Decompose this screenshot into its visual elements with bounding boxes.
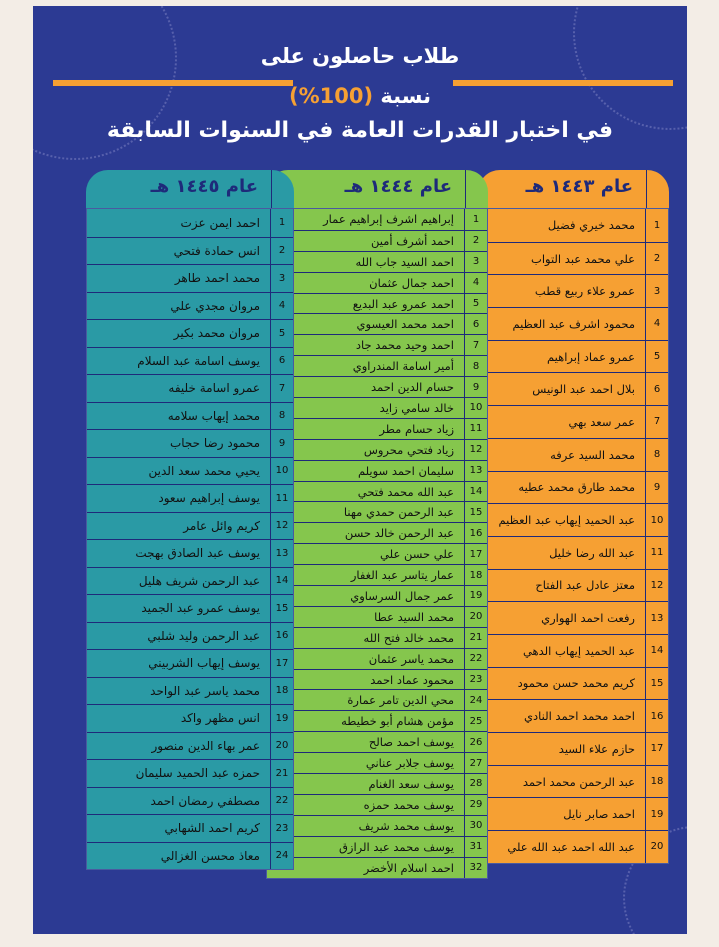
student-name: عمار يتاسر عبد الغفار [350,568,454,583]
row-number: 23 [270,815,293,842]
list-row [87,209,293,237]
list-row [267,543,487,564]
list-row [87,594,293,622]
row-number: 3 [270,265,293,292]
list-row [479,503,668,536]
row-number: 1 [270,209,293,237]
row-number: 11 [645,537,668,569]
list-row [267,731,487,752]
list-row [267,313,487,334]
row-number: 7 [464,335,487,355]
list-row [479,471,668,504]
student-name: محمد ياسر عبد الواحد [150,683,260,698]
student-name: يوسف عبد الصادق بهجت [135,546,260,561]
title-line-1: طلاب حاصلون على [260,44,460,68]
column-header [86,170,294,208]
row-number: 29 [464,795,487,815]
poster [33,6,687,934]
row-number: 8 [270,403,293,430]
student-name: زياد فتحي محروس [363,442,454,457]
student-name: كريم وائل عامر [183,518,260,533]
row-number: 4 [464,273,487,293]
row-number: 25 [464,711,487,731]
row-number: 32 [464,858,487,878]
student-name: محمود رضا حجاب [169,436,260,451]
title-line-2 [33,84,687,108]
student-name: انس مظهر واكد [180,711,260,726]
list-row [479,634,668,667]
student-name: عمرو عماد إبراهيم [547,349,635,364]
list-row [87,567,293,595]
student-name: محمد السيد عطا [374,609,454,624]
list-row [87,429,293,457]
list-row [267,710,487,731]
student-name: عبد الله احمد عبد الله علي [507,839,635,854]
student-name: محمد طارق محمد عطيه [518,480,635,495]
row-number: 1 [464,209,487,230]
ornament-top-right [573,6,687,130]
row-number: 5 [464,294,487,314]
row-number: 6 [464,314,487,334]
list-row [267,355,487,376]
student-name: احمد محمد العيسوي [356,317,454,332]
student-name: احمد ايمن عزت [180,215,260,230]
student-name: يوسف احمد صالح [368,735,454,750]
row-number: 14 [464,482,487,502]
list-row [267,669,487,690]
list-row [267,648,487,669]
list-row [87,732,293,760]
list-row [267,334,487,355]
row-number: 14 [645,635,668,667]
row-number: 10 [270,458,293,485]
list-row [479,732,668,765]
list-row [479,699,668,732]
list-row [87,814,293,842]
row-number: 9 [270,430,293,457]
row-number: 24 [270,843,293,870]
student-name: عمر جمال السرساوي [350,588,454,603]
row-number: 1 [645,209,668,242]
student-name: عمرو اسامة خليفه [168,381,260,396]
list-row [87,539,293,567]
student-name: محمد إيهاب سلامه [167,408,260,423]
row-number: 4 [270,293,293,320]
row-number: 11 [270,485,293,512]
row-number: 3 [464,252,487,272]
list-row [479,601,668,634]
header-number-cell [465,170,488,208]
row-number: 16 [464,523,487,543]
list-row [267,376,487,397]
row-number: 12 [464,440,487,460]
student-name: عبد الرحمن شريف هليل [138,573,260,588]
column-title: عام ١٤٤٥ هـ [150,176,258,197]
row-number: 24 [464,690,487,710]
student-name: خالد سامي زايد [379,400,454,415]
student-name: يوسف محمد عبد الرازق [339,839,454,854]
student-name: زياد حسام مطر [379,421,454,436]
student-name: مصطفي رمضان احمد [150,793,260,808]
column-title: عام ١٤٤٣ هـ [525,176,633,197]
student-name: مؤمن هشام أبو خطيطه [341,714,454,729]
list-row [87,457,293,485]
row-number: 15 [645,668,668,700]
student-name: رفعت احمد الهواري [541,611,635,626]
title-line-3: في اختبار القدرات العامة في السنوات السابقة [106,118,614,143]
row-number: 2 [270,238,293,265]
student-name: عمر سعد بهي [568,414,635,429]
row-number: 22 [270,788,293,815]
student-name: يوسف اسامة عبد السلام [137,353,260,368]
student-name: عبد الحميد إيهاب الدهي [522,643,635,658]
student-name: عبد الرحمن محمد احمد [522,774,635,789]
row-number: 17 [270,650,293,677]
student-name: محي الدين تامر عمارة [347,693,454,708]
list-row [479,340,668,373]
row-number: 20 [464,607,487,627]
list-row [87,512,293,540]
student-name: كريم محمد حسن محمود [517,676,635,691]
row-number: 19 [270,705,293,732]
student-name: يوسف إبراهيم سعود [158,491,260,506]
student-name: احمد محمد احمد النادي [523,709,635,724]
list-row [479,667,668,700]
list-row [267,501,487,522]
row-number: 12 [645,570,668,602]
student-name: عبد الله محمد فتحي [357,484,454,499]
row-number: 15 [270,595,293,622]
list-row [87,484,293,512]
row-number: 2 [464,231,487,251]
student-name: احمد اسلام الأخضر [363,860,454,875]
header-number-cell [271,170,294,208]
list-row [87,319,293,347]
list-row [479,438,668,471]
column-1444 [266,170,488,879]
list-row [267,209,487,230]
list-row [267,272,487,293]
student-name: انس حمادة فتحي [173,243,260,258]
list-row [87,622,293,650]
row-number: 6 [270,348,293,375]
student-name: يوسف عمرو عبد الجميد [141,601,260,616]
column-1445 [86,170,294,870]
list-row [267,460,487,481]
header-number-cell [646,170,669,208]
row-number: 5 [270,320,293,347]
row-number: 16 [645,700,668,732]
student-name: عبد الرحمن وليد شلبي [147,628,260,643]
student-name: يوسف إيهاب الشربيني [148,656,260,671]
list-row [479,307,668,340]
student-name: عمرو علاء ربيع قطب [534,284,635,299]
student-name: معاذ محسن الغزالي [160,848,260,863]
row-number: 14 [270,568,293,595]
list-row [87,842,293,870]
list-row [479,536,668,569]
row-number: 21 [270,760,293,787]
student-name: محمود اشرف عبد العظيم [512,316,635,331]
row-number: 31 [464,837,487,857]
student-name: احمد جمال عثمان [369,275,454,290]
list-row [267,836,487,857]
student-name: يوسف محمد شريف [358,818,454,833]
row-number: 20 [270,733,293,760]
row-number: 11 [464,419,487,439]
column-1443 [478,170,669,864]
row-number: 28 [464,774,487,794]
student-name: إبراهيم اشرف إبراهيم عمار [323,212,454,227]
list-row [267,522,487,543]
student-name: احمد صابر نايل [563,807,635,822]
row-number: 30 [464,816,487,836]
student-name: عبد الله رضا خليل [549,545,635,560]
list-row [87,402,293,430]
student-name: بلال احمد عبد الونيس [532,382,635,397]
row-number: 13 [645,602,668,634]
row-number: 10 [645,504,668,536]
row-number: 16 [270,623,293,650]
student-name: احمد وحيد محمد جاد [355,338,454,353]
row-number: 13 [270,540,293,567]
row-number: 7 [270,375,293,402]
list-row [87,677,293,705]
student-name: محمد خالد فتح الله [363,630,454,645]
student-name: أمير اسامة المندراوي [352,359,454,374]
row-number: 7 [645,406,668,438]
student-name: يوسف سعد الغنام [368,776,454,791]
list-row [267,230,487,251]
row-number: 12 [270,513,293,540]
row-number: 4 [645,308,668,340]
list-row [87,347,293,375]
list-row [267,815,487,836]
list-row [479,274,668,307]
student-name: عمر بهاء الدين منصور [151,738,260,753]
column-header [266,170,488,208]
student-name: علي محمد عبد التواب [531,251,635,266]
student-name: محمد السيد عرفه [550,447,635,462]
row-number: 18 [270,678,293,705]
column-header [478,170,669,208]
list-row [267,481,487,502]
student-name: محمد ياسر عثمان [368,651,454,666]
list-row [267,293,487,314]
student-name: معتز عادل عبد الفتاح [535,578,635,593]
list-row [87,787,293,815]
row-number: 13 [464,461,487,481]
list-row [267,564,487,585]
student-name: سليمان احمد سويلم [357,463,454,478]
student-name: يوسف محمد حمزه [363,797,454,812]
rows [266,208,488,879]
list-row [267,439,487,460]
row-number: 5 [645,341,668,373]
list-row [267,585,487,606]
row-number: 6 [645,373,668,405]
list-row [267,397,487,418]
list-row [479,569,668,602]
row-number: 26 [464,732,487,752]
list-row [87,649,293,677]
list-row [267,606,487,627]
title-percent: (100%) [289,84,374,108]
list-row [479,242,668,275]
list-row [87,237,293,265]
row-number: 22 [464,649,487,669]
list-row [267,773,487,794]
list-row [87,264,293,292]
list-row [479,830,668,863]
list-row [479,372,668,405]
row-number: 8 [645,439,668,471]
row-number: 27 [464,753,487,773]
column-title: عام ١٤٤٤ هـ [344,176,452,197]
row-number: 2 [645,243,668,275]
list-row [479,765,668,798]
row-number: 17 [464,544,487,564]
row-number: 3 [645,275,668,307]
list-row [87,292,293,320]
list-row [87,704,293,732]
student-name: يوسف جلابر عناني [365,756,454,771]
student-name: احمد السيد جاب الله [355,254,454,269]
list-row [267,794,487,815]
student-name: حسام الدين احمد [371,380,454,395]
student-name: عبد الرحمن خالد حسن [344,526,454,541]
row-number: 9 [645,472,668,504]
title-nisba: نسبة [380,84,431,108]
row-number: 21 [464,628,487,648]
list-row [479,405,668,438]
row-number: 15 [464,502,487,522]
list-row [267,857,487,878]
student-name: حمزه عبد الحميد سليمان [135,766,260,781]
student-name: يحيي محمد سعد الدين [148,463,260,478]
student-name: كريم احمد الشهابي [164,821,260,836]
rows [86,208,294,870]
rows [478,208,669,864]
student-name: علي حسن علي [380,547,454,562]
row-number: 19 [464,586,487,606]
row-number: 20 [645,831,668,863]
row-number: 18 [464,565,487,585]
student-name: عبد الرحمن حمدي مهنا [343,505,454,520]
student-name: احمد أشرف أمين [371,233,454,248]
student-name: محمد خيري فضيل [547,218,635,233]
student-name: احمد عمرو عبد البديع [352,296,454,311]
student-name: حازم علاء السيد [558,741,635,756]
list-row [87,374,293,402]
list-row [267,752,487,773]
row-number: 10 [464,398,487,418]
student-name: عبد الحميد إيهاب عبد العظيم [498,513,635,528]
list-row [267,627,487,648]
row-number: 8 [464,356,487,376]
list-row [479,209,668,242]
list-row [267,418,487,439]
row-number: 23 [464,670,487,690]
row-number: 9 [464,377,487,397]
student-name: مروان مجدي علي [170,298,260,313]
list-row [87,759,293,787]
list-row [267,251,487,272]
row-number: 18 [645,766,668,798]
list-row [479,797,668,830]
student-name: مروان محمد بكير [173,326,260,341]
student-name: محمد احمد طاهر [174,271,260,286]
row-number: 17 [645,733,668,765]
list-row [267,689,487,710]
row-number: 19 [645,798,668,830]
student-name: محمود عماد احمد [370,672,454,687]
